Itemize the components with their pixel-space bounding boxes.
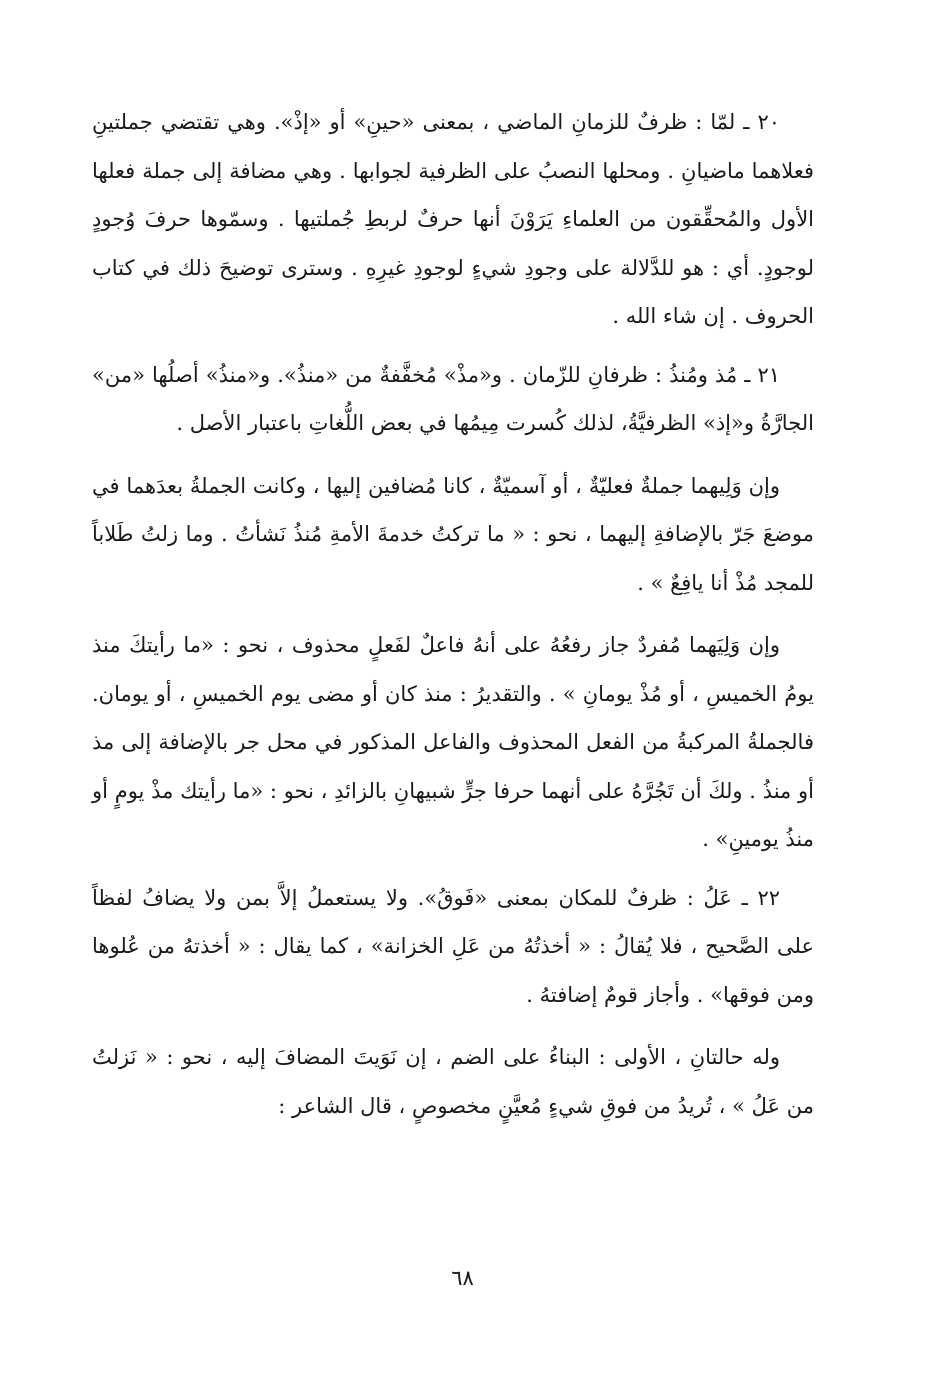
paragraph-halatan: وله حالتانِ ، الأولى : البناءُ على الضم ، إن نَوَيتَ المضافَ إليه ، نحو : « نَزلتُ من عَلُ » ، تُريدُ من فوقِ شيءٍ مُعيَّنٍ مخصوصٍ ، قال الشاعر :: [92, 1045, 814, 1118]
paragraph-mudh-mundhu: ٢١ ـ مُذ ومُنذُ : ظرفانِ للزّمان . و«مذْ» مُخفَّفةٌ من «منذُ». و«منذُ» أصلُها «من» الجارَّةُ و«إذ» الظرفيَّةُ، لذلك كُسرت مِيمُها في بعض اللُّغاتِ باعتبار الأصل .: [92, 362, 814, 435]
body-text: [92, 98, 814, 1144]
page-number: ٦٨: [451, 1266, 474, 1290]
paragraph-mufrad: وإن وَلِيَهما مُفردٌ جاز رفعُهُ على أنهُ فاعلٌ لفَعلٍ محذوف ، نحو : «ما رأيتكَ منذ يومُ الخميسِ ، أو مُذْ يومانِ » . والتقديرُ : منذ كان أو مضى يوم الخميسِ ، أو يومان. فالجملةُ المركبةُ من الفعل المحذوف والفاعل المذكور في محل جر بالإضافة إلى مذ أو منذُ . ولكَ أن تَجُرَّهُ على أنهما حرفا جرٍّ شبيهانِ بالزائدِ ، نحو : «ما رأيتك مذْ يومٍ أو منذُ يومينِ» .: [92, 633, 814, 851]
paragraph-jumla-faliya: وإن وَلِيهما جملةٌ فعليّةٌ ، أو آسميّةٌ ، كانا مُضافين إليها ، وكانت الجملةُ بعدَهما في موضعَ جَرّ بالإضافةِ إليهما ، نحو : « ما تركتُ خدمةَ الأمةِ مُنذُ نَشأتُ . وما زلتُ طَلاباً للمجد مُذْ أنا يافِعٌ » .: [92, 473, 814, 595]
paragraph-alu: ٢٢ ـ عَلُ : ظرفٌ للمكان بمعنى «فَوقُ». ولا يستعملُ إلاَّ بمن ولا يضافُ لفظاً على الصَّحيح ، فلا يُقالُ : « أخذتُهُ من عَلِ الخزانة» ، كما يقال : « أخذتهُ من عُلوها ومن فوقها» . وأجاز قومٌ إضافتهُ .: [92, 885, 814, 1007]
paragraph-lamma: ٢٠ ـ لمّا : ظرفٌ للزمانِ الماضي ، بمعنى «حينِ» أو «إذْ». وهي تقتضي جملتينِ فعلاهما ماضيانِ . ومحلها النصبُ على الظرفية لجوابها . وهي مضافة إلى جملة فعلها الأول والمُحقِّقون من العلماءِ يَرَوْنَ أنها حرفٌ لربطِ جُملتيها . وسمّوها حرفَ وُجودٍ لوجودٍ. أي : هو للدَّلالة على وجودِ شيءٍ لوجودِ غيرِهِ . وسترى توضيحَ ذلك في كتاب الحروف . إن شاء الله .: [92, 110, 814, 328]
